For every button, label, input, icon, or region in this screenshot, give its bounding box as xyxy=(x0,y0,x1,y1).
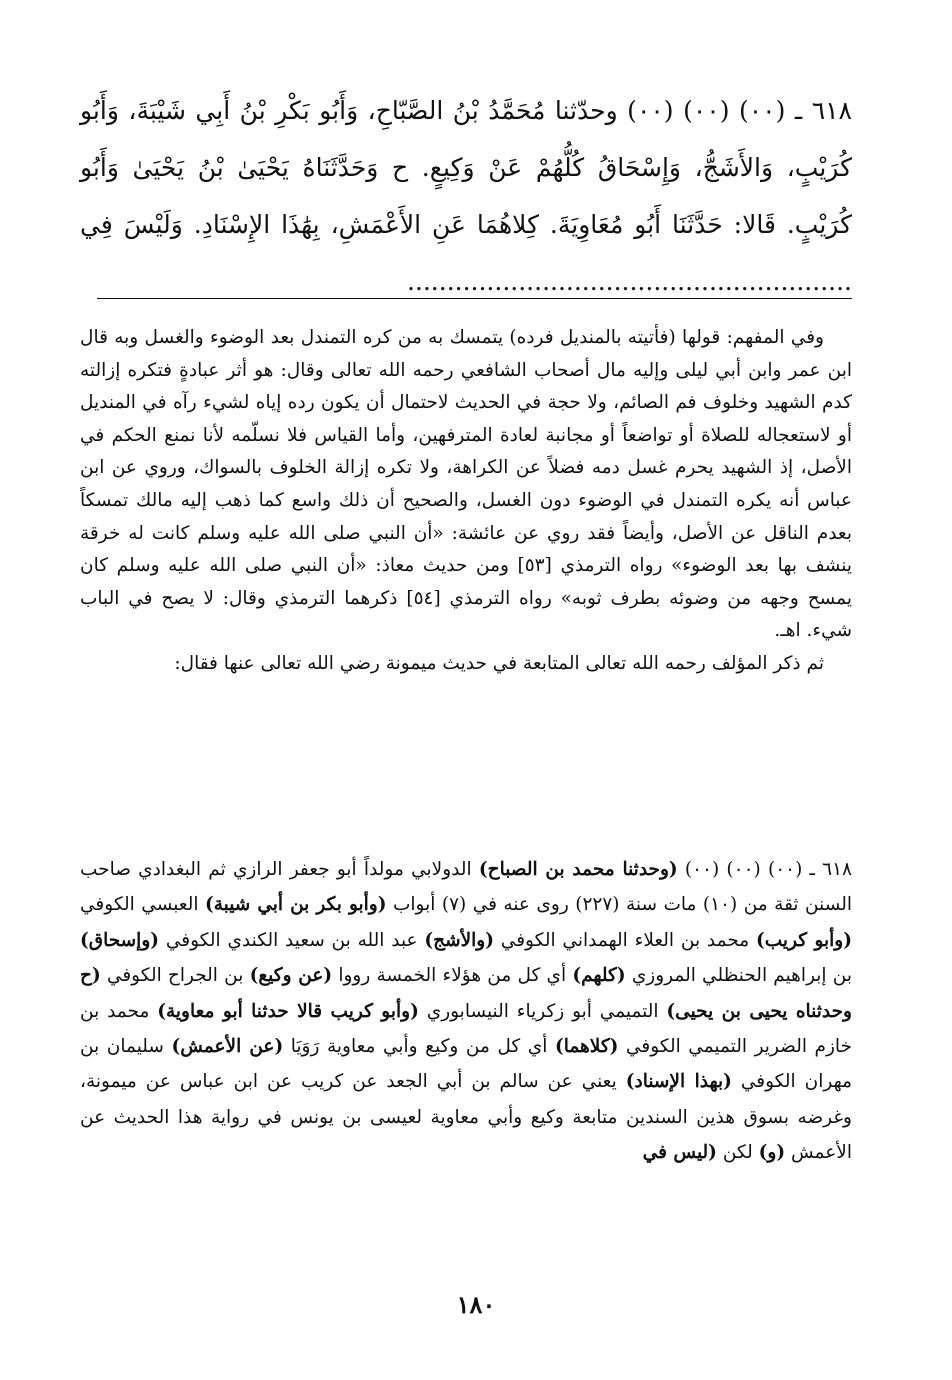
commentary-paragraph-mufhim: وفي المفهم: قولها (فأتيته بالمنديل فرده) يتمسك به من كره التمندل بعد الوضوء والغسل وبه قال ابن عمر وابن أبي ليلى وإليه مال أصحاب الشافعي رحمه الله تعالى وقال: هو أثر عبادةٍ فتكره إزالته كدم الشهيد وخلوف فم الصائم، ولا حجة في الحديث لاحتمال أن يكون رده إياه لشيء رآه في المنديل أو لاستعجاله للصلاة أو تواضعاً أو مجانبة لعادة المترفهين، وأما القياس فلا نسلّمه لأنا نمنع الحكم في الأصل، إذ الشهيد يحرم غسل دمه فضلاً عن الكراهة، ولا تكره إزالة الخلوف بالسواك، وروي عن ابن عباس أنه يكره التمندل في الوضوء دون الغسل، والصحيح أن ذلك واسع كما ذهب إليه مالك تمسكاً بعدم الناقل عن الأصل، وأيضاً فقد روي عن عائشة: «أن النبي صلى الله عليه وسلم كانت له خرقة ينشف بها بعد الوضوء» رواه الترمذي [٥٣] ومن حديث معاذ: «أن النبي صلى الله عليه وسلم كان يمسح وجهه من وضوئه بطرف ثوبه» رواه الترمذي [٥٤] ذكرهما الترمذي وقال: لا يصح في الباب شيء. اهـ. xyxy=(80,327,853,642)
sharh-matn: (وإسحاق) xyxy=(80,929,160,951)
sharh-matn: (عن وكيع) xyxy=(249,965,333,987)
sharh-matn: (وأبو كريب) xyxy=(756,929,852,951)
sharh-text: الدولابي مولداً أبو جعفر الرازي ثم البغدادي صاحب السنن ثقة من (١٠) مات سنة (٢٢٧) روى عنه في (٧) أبواب xyxy=(80,859,852,916)
sharh-text: بن الجراح الكوفي xyxy=(100,965,250,987)
sharh-matn: (وحدثنا محمد بن الصباح) xyxy=(478,859,678,880)
sharh-text: أي كل من هؤلاء الخمسة رووا xyxy=(332,965,573,987)
continuation-dots: ........................................................ xyxy=(406,267,852,296)
sharh-text: أي كل من وكيع وأبي معاوية رَوَيَا xyxy=(283,1036,555,1058)
sharh-text: التميمي أبو زكرياء النيسابوري xyxy=(418,1000,667,1022)
sharh-text: لكن xyxy=(716,1142,759,1164)
sharh-text: ٦١٨ ـ (٠٠) (٠٠) (٠٠) xyxy=(677,859,852,880)
hadith-text xyxy=(80,82,852,310)
sharh-matn: (بهذا الإسناد) xyxy=(625,1071,732,1093)
sharh-matn: (ليس في xyxy=(642,1142,717,1164)
sharh-matn: (وأبو بكر بن أبي شيبة) xyxy=(204,894,387,916)
sharh-matn: (ح وحدثناه يحيى بن يحيى) xyxy=(80,965,852,1022)
sharh-text: سليمان بن مهران الكوفي xyxy=(80,1036,853,1093)
sharh-matn: (وأبو كريب قالا حدثنا أبو معاوية) xyxy=(157,1000,419,1022)
hadith-explanation xyxy=(80,852,852,1171)
commentary-paragraph-transition: ثم ذكر المؤلف رحمه الله تعالى المتابعة في حديث ميمونة رضي الله تعالى عنها فقال: xyxy=(174,652,824,674)
sharh-text: يعني عن سالم بن أبي الجعد عن كريب عن ابن عباس عن ميمونة، وغرضه بسوق هذين السندين متابعة وكيع وأبي معاوية لعيسى بن يونس في رواية هذا الحديث عن الأعمش xyxy=(80,1071,852,1164)
sharh-text: بن إبراهيم الحنظلي المروزي xyxy=(625,965,853,987)
sharh-matn: (والأشج) xyxy=(424,929,494,951)
commentary-section xyxy=(80,322,852,681)
page-number: ١٨٠ xyxy=(456,1290,496,1319)
sharh-matn: (كلهم) xyxy=(572,965,626,987)
sharh-matn: (و) xyxy=(758,1142,786,1164)
sharh-text: محمد بن العلاء الهمداني الكوفي xyxy=(493,929,756,951)
sharh-matn: (كلاهما) xyxy=(554,1036,619,1058)
hadith-body: ٦١٨ ـ (٠٠) (٠٠) (٠٠) وحدّثنا مُحَمَّدُ بْنُ الصَّبّاحِ، وَأَبُو بَكْرِ بْنُ أَبِي شَيْبَةَ، وَأَبُو كُرَيْبٍ، وَالأَشَجُّ، وَإِسْحَاقُ كُلُّهُمْ عَنْ وَكِيعٍ. ح وَحَدَّثَنَاهُ يَحْيَىٰ بْنُ يَحْيَىٰ وَأَبُو كُرَيْبٍ. قَالا: حَدَّثَنَا أَبُو مُعَاوِيَةَ. كِلاهُمَا عَنِ الأَعْمَشِ، بِهَٰذَا الإِسْنَادِ. وَلَيْسَ فِي xyxy=(80,96,852,239)
footnote-divider xyxy=(97,298,852,299)
sharh-text: عبد الله بن سعيد الكندي الكوفي xyxy=(159,929,425,951)
sharh-matn: (عن الأعمش) xyxy=(171,1036,284,1058)
sharh-text: العبسي الكوفي xyxy=(80,894,205,916)
sharh-text: محمد بن خازم الضرير التميمي الكوفي xyxy=(80,1000,852,1058)
